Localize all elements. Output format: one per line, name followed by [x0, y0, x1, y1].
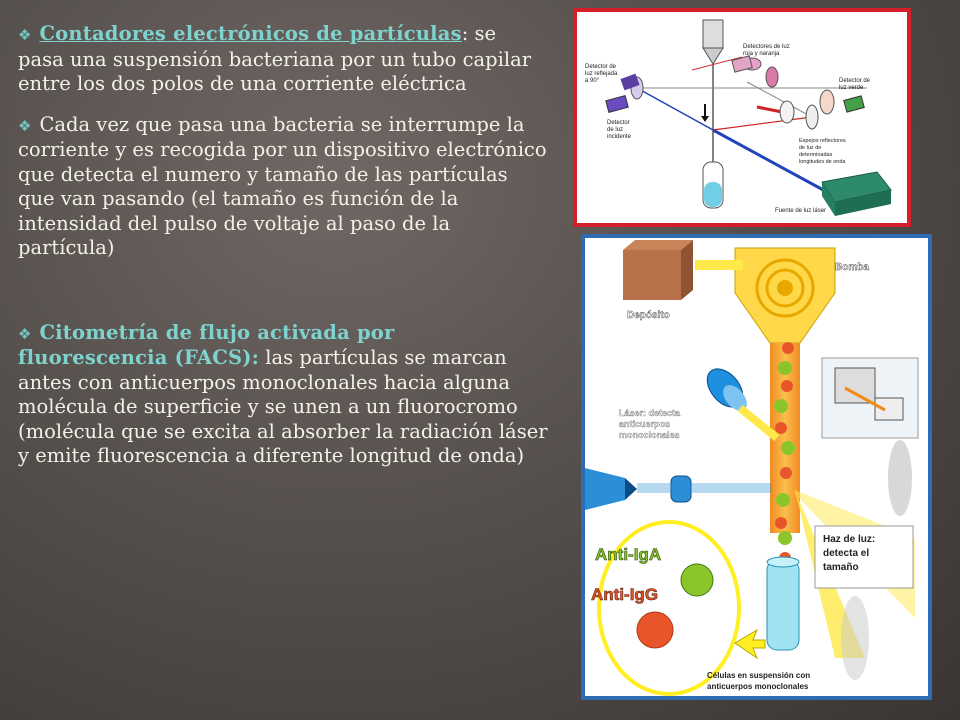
bullet-electronic-counters [18, 22, 548, 97]
fig1-label-mirrors: de luz de [799, 145, 822, 151]
fig2-label-deposit: Depósito [627, 310, 670, 321]
fig2-label-cells: anticuerpos monoclonales [707, 682, 809, 691]
bullet-text: las partículas se marcan antes con anticuerpos monoclonales hacia alguna molécula de superficie y se unen a un fluorocromo (molécula que se excita al absorber la radiación láser y emite fluorescencia a diferente longitud de onda) [18, 346, 548, 467]
bullet-text: Cada vez que pasa una bacteria se interrumpe la corriente y es recogida por un dispositivo electrónico que detecta el numero y tamaño de las partículas que van pasando (el tamaño es función de la intensidad del pulso de voltaje al paso de la partícula) [18, 112, 547, 259]
fig1-label-mirrors: determinadas [799, 152, 833, 158]
fig2-label-beam: Haz de luz: [823, 534, 876, 545]
fig1-label-green: luz verde [839, 85, 864, 91]
fig2-label-anti-iga: Anti-IgA [595, 545, 662, 564]
fig2-label-beam: detecta el [823, 548, 870, 559]
fig1-label-incident: de luz [607, 127, 624, 133]
fig1-label-laser: Fuente de luz láser [775, 208, 827, 214]
fig1-label-reflected: a 90° [585, 78, 600, 84]
fig2-label-pump: Bomba [835, 262, 869, 273]
diamond-bullet-icon: ❖ [18, 324, 32, 343]
fig1-label-red-orange: Detectores de luz [743, 44, 790, 50]
fig1-label-incident: incidente [607, 134, 632, 140]
fig2-label-beam: tamaño [823, 562, 859, 573]
fig1-label-green: Detector de [839, 78, 871, 84]
fig1-label-reflected: luz reflejada [585, 71, 618, 77]
fig2-label-laser: Láser: detecta [619, 408, 681, 418]
facs-illustration [581, 234, 932, 700]
fig1-label-incident: Detector [607, 120, 630, 126]
fig2-label-anti-igg: Anti-IgG [591, 585, 659, 604]
bullet-highlight: Citometría de flujo activada por fluorescencia (FACS): [18, 320, 395, 369]
fig2-label-cells: Células en suspensión con [707, 671, 811, 680]
fig1-label-mirrors: Espejos reflectores [799, 138, 846, 144]
fig2-label-laser: anticuerpos [619, 419, 671, 429]
bullet-highlight: Contadores electrónicos de partículas [39, 22, 462, 45]
diamond-bullet-icon: ❖ [18, 116, 32, 135]
diamond-bullet-icon: ❖ [18, 26, 32, 44]
fig1-label-reflected: Detector de [585, 64, 617, 70]
fig2-label-laser: monoclonales [619, 430, 680, 440]
bullet-current-interruption [18, 113, 548, 261]
fig1-label-mirrors: longitudes de onda [799, 159, 846, 165]
fig1-label-red-orange: roja y naranja [743, 51, 780, 57]
bullet-text: : se pasa una suspensión bacteriana por un tubo capilar entre los dos polos de una corriente eléctrica [18, 22, 532, 95]
flow-cytometer-diagram [573, 8, 911, 227]
bullet-facs [18, 321, 548, 469]
slide-text [18, 22, 548, 485]
